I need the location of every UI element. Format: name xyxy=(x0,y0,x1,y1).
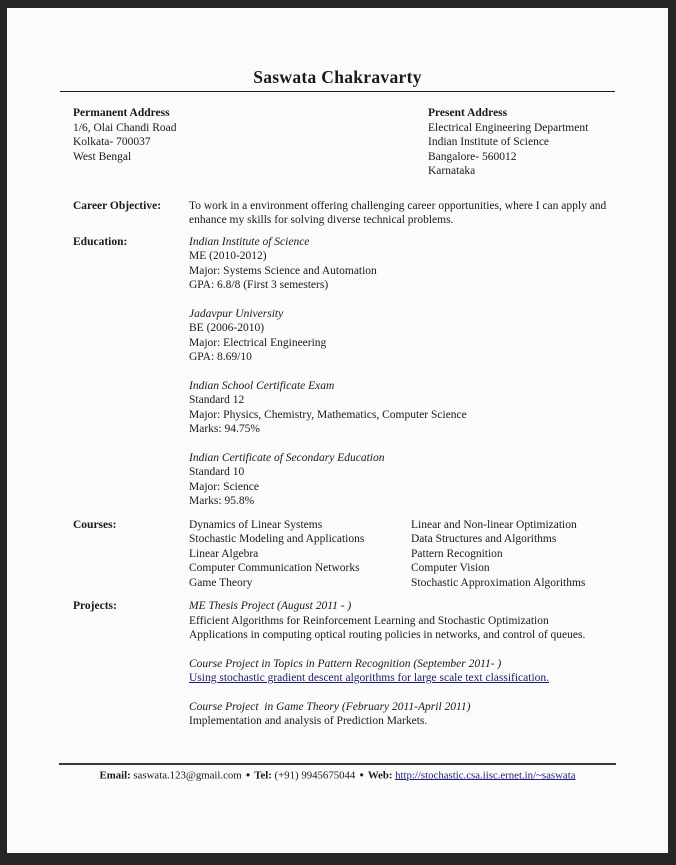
courses-label: Courses: xyxy=(73,518,117,531)
education-label: Education: xyxy=(73,235,128,248)
course-item: Stochastic Modeling and Applications xyxy=(189,533,365,545)
contact-footer xyxy=(59,763,616,783)
project-line: Efficient Algorithms for Reinforcement Learning and Stochastic Optimization xyxy=(189,614,549,627)
permanent-address xyxy=(73,106,428,179)
course-item: Dynamics of Linear Systems xyxy=(189,518,323,531)
separator-dot: ● xyxy=(359,769,364,779)
present-address-line: Bangalore- 560012 xyxy=(428,150,517,163)
separator-dot: ● xyxy=(245,769,251,779)
course-item: Computer Vision xyxy=(411,562,490,574)
email-label: Email: xyxy=(99,769,131,781)
courses-column-1 xyxy=(189,518,411,591)
education-line: Marks: 94.75% xyxy=(189,423,260,435)
course-item: Computer Communication Networks xyxy=(189,562,360,574)
education-line: Major: Electrical Engineering xyxy=(189,336,327,349)
education-line: Major: Physics, Chemistry, Mathematics, Computer Science xyxy=(189,408,467,421)
career-objective-section xyxy=(7,199,668,228)
education-entry xyxy=(189,235,627,293)
permanent-address-label: Permanent Address xyxy=(73,107,170,119)
education-institution: Indian Institute of Science xyxy=(189,235,310,248)
present-address-line: Electrical Engineering Department xyxy=(428,121,589,134)
page-title: Saswata Chakravarty xyxy=(60,67,615,92)
project-entry xyxy=(189,657,627,686)
email-value: saswata.123@gmail.com xyxy=(133,769,242,781)
resume-page xyxy=(7,8,668,853)
project-line: Implementation and analysis of Prediction Markets. xyxy=(189,715,428,727)
education-section xyxy=(7,235,668,509)
tel-value: (+91) 9945675044 xyxy=(274,769,356,781)
education-line: Major: Systems Science and Automation xyxy=(189,264,377,277)
education-line: GPA: 6.8/8 (First 3 semesters) xyxy=(189,279,329,291)
present-address-line: Indian Institute of Science xyxy=(428,136,550,148)
education-line: Marks: 95.8% xyxy=(189,495,255,507)
courses-column-2 xyxy=(411,518,627,591)
education-entry xyxy=(189,451,627,509)
projects-entries xyxy=(189,599,627,729)
projects-section xyxy=(7,599,668,729)
permanent-address-line: Kolkata- 700037 xyxy=(73,136,151,148)
education-line: ME (2010-2012) xyxy=(189,250,267,262)
present-address-line: Karnataka xyxy=(428,165,476,177)
course-item: Linear Algebra xyxy=(189,547,259,560)
education-line: Major: Science xyxy=(189,480,259,493)
permanent-address-line: 1/6, Olai Chandi Road xyxy=(73,121,177,134)
education-entry xyxy=(189,307,627,365)
education-line: Standard 12 xyxy=(189,394,245,406)
courses-section xyxy=(7,518,668,591)
present-address xyxy=(428,106,668,179)
project-title: ME Thesis Project (August 2011 - ) xyxy=(189,600,352,612)
tel-label: Tel: xyxy=(254,769,272,781)
projects-label: Projects: xyxy=(73,600,117,612)
present-address-label: Present Address xyxy=(428,107,508,119)
education-entries xyxy=(189,235,627,509)
project-entry xyxy=(189,700,627,729)
education-line: GPA: 8.69/10 xyxy=(189,351,252,363)
project-entry xyxy=(189,599,627,643)
project-title: Course Project in Game Theory (February 2011-April 2011) xyxy=(189,700,471,713)
project-report-link[interactable]: Using stochastic gradient descent algorithms for large scale text classification. xyxy=(189,672,550,684)
web-link[interactable]: http://stochastic.csa.iisc.ernet.in/~saswata xyxy=(395,769,576,781)
education-line: BE (2006-2010) xyxy=(189,322,265,334)
education-institution: Jadavpur University xyxy=(189,307,284,320)
education-institution: Indian School Certificate Exam xyxy=(189,379,335,392)
course-item: Pattern Recognition xyxy=(411,547,503,560)
education-institution: Indian Certificate of Secondary Education xyxy=(189,451,385,464)
project-title: Course Project in Topics in Pattern Recognition (September 2011- ) xyxy=(189,657,502,670)
address-block xyxy=(73,106,668,179)
education-entry xyxy=(189,379,627,437)
course-item: Game Theory xyxy=(189,576,253,589)
courses-columns xyxy=(189,518,627,591)
course-item: Linear and Non-linear Optimization xyxy=(411,518,577,531)
course-item: Data Structures and Algorithms xyxy=(411,533,557,545)
web-label: Web: xyxy=(367,769,393,781)
career-objective-text: To work in a environment offering challenging career opportunities, where I can apply and enhance my skills for solving diverse technical problems. xyxy=(189,199,607,226)
career-objective-label: Career Objective: xyxy=(73,199,162,212)
permanent-address-line: West Bengal xyxy=(73,150,132,163)
education-line: Standard 10 xyxy=(189,466,245,478)
course-item: Stochastic Approximation Algorithms xyxy=(411,576,586,589)
project-line: Applications in computing optical routing policies in networks, and control of queues. xyxy=(189,629,586,641)
